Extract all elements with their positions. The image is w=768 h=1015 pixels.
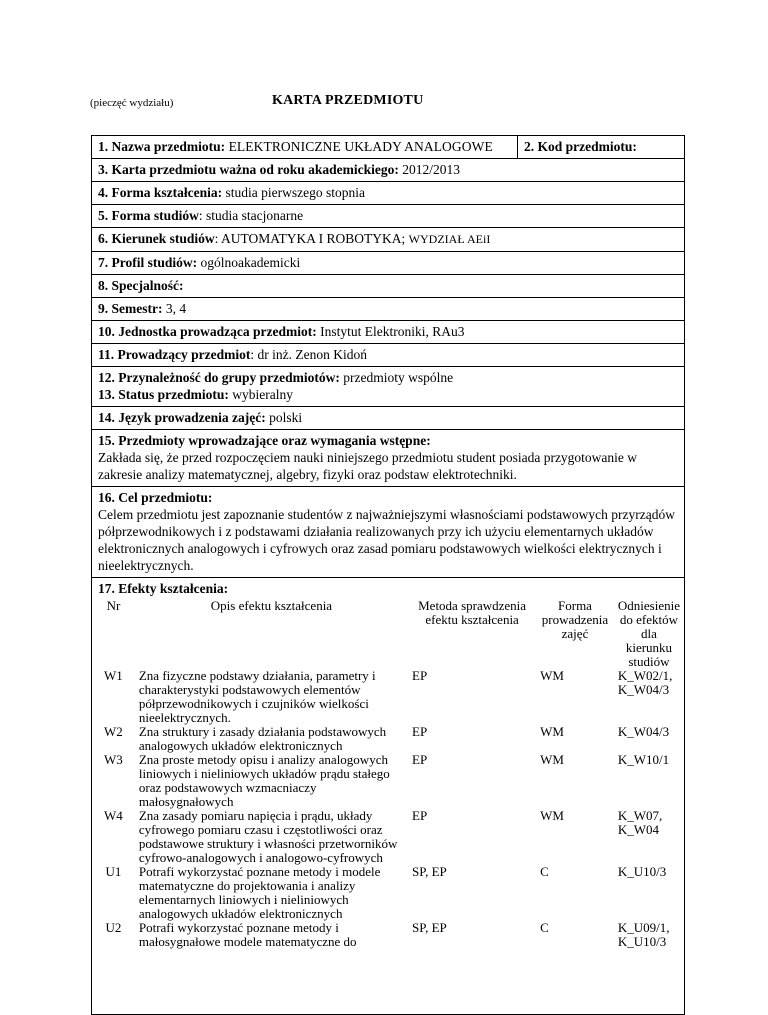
row-nr: W4 xyxy=(104,808,123,823)
study-form-value: : studia stacjonarne xyxy=(198,208,304,223)
row-goal xyxy=(91,487,685,578)
row-description: Potrafi wykorzystać poznane metody i modele matematyczne do projektowania i analizy elementarnych liniowych i nieliniowych analogowych układów elektronicznych xyxy=(138,864,381,921)
row-field-of-study xyxy=(91,228,685,252)
row-form: WM xyxy=(540,808,564,823)
group-value: przedmioty wspólne xyxy=(339,370,454,385)
row-nr: U2 xyxy=(105,920,122,935)
academic-year-value: 2012/2013 xyxy=(398,162,461,177)
row-reference: K_U09/1, K_U10/3 xyxy=(617,920,670,949)
effects-label: 17. Efekty kształcenia: xyxy=(98,581,229,596)
row-description: Zna zasady pomiaru napięcia i prądu, układy cyfrowego pomiaru czasu i częstotliwości oraz podstawowe struktury i własności przetworników cyfrowo-analogowych i analogowo-cyfrowych xyxy=(138,808,398,865)
row-form: WM xyxy=(540,752,564,767)
prerequisites-text: Zakłada się, że przed rozpoczęciem nauki niniejszego przedmiotu student posiada przygotowanie w zakresie analizy matematycznej, algebry, fizyki oraz podstaw elektrotechniki. xyxy=(98,450,638,482)
group-label: 12. Przynależność do grupy przedmiotów: xyxy=(98,370,340,385)
col-form: Forma prowadzenia zajęć xyxy=(541,598,609,641)
table-row xyxy=(92,865,684,921)
prerequisites-label: 15. Przedmioty wprowadzające oraz wymagania wstępne: xyxy=(98,433,431,448)
row-semester xyxy=(91,298,685,321)
language-value: polski xyxy=(265,410,303,425)
semester-value: 3, 4 xyxy=(162,301,187,316)
academic-year-label: 3. Karta przedmiotu ważna od roku akademickiego: xyxy=(98,162,399,177)
row-language xyxy=(91,407,685,430)
status-value: wybieralny xyxy=(228,387,293,402)
education-form-label: 4. Forma kształcenia: xyxy=(98,185,223,200)
row-form: C xyxy=(540,864,549,879)
table-row xyxy=(92,921,684,949)
table-row xyxy=(92,669,684,725)
row-form: WM xyxy=(540,724,564,739)
row-description: Zna struktury i zasady działania podstawowych analogowych układów elektronicznych xyxy=(138,724,387,753)
table-row xyxy=(92,725,684,753)
row-description: Zna fizyczne podstawy działania, parametry i charakterystyki podstawowych elementów półprzewodnikowych i czujników wielkości nieelektrycznych. xyxy=(138,668,376,725)
faculty-value: WYDZIAŁ AEiI xyxy=(408,232,491,246)
row-reference: K_W04/3 xyxy=(617,724,670,739)
course-code-label: 2. Kod przedmiotu: xyxy=(524,139,637,154)
unit-label: 10. Jednostka prowadząca przedmiot: xyxy=(98,324,317,339)
goal-text: Celem przedmiotu jest zapoznanie studentów z najważniejszymi własnościami podstawowych przyrządów półprzewodnikowych i z podstawami działania realizowanych przy ich użyciu elementarnych układów elektronicznych analogowych i cyfrowych oraz zasad pomiaru podstawowych wielkości elektrycznych i nieelektrycznych. xyxy=(98,507,675,573)
semester-label: 9. Semestr: xyxy=(98,301,163,316)
field-of-study-label: 6. Kierunek studiów xyxy=(98,231,215,246)
page-title: KARTA PRZEDMIOTU xyxy=(272,93,424,108)
row-reference: K_U10/3 xyxy=(617,864,667,879)
col-nr: Nr xyxy=(106,598,121,613)
goal-label: 16. Cel przedmiotu: xyxy=(98,490,213,505)
row-nr: U1 xyxy=(105,864,122,879)
specialty-label: 8. Specjalność: xyxy=(98,278,184,293)
row-specialty xyxy=(91,275,685,298)
row-nr: W2 xyxy=(104,724,123,739)
effects-header-row xyxy=(92,599,684,669)
effects-section xyxy=(91,578,685,1015)
table-row xyxy=(92,809,684,865)
table-row xyxy=(92,753,684,809)
col-description: Opis efektu kształcenia xyxy=(210,598,333,613)
row-method: SP, EP xyxy=(412,864,447,879)
col-method: Metoda sprawdzenia efektu kształcenia xyxy=(418,598,527,627)
row-course-name xyxy=(91,135,685,159)
row-description: Potrafi wykorzystać poznane metody i małosygnałowe modele matematyczne do xyxy=(138,920,357,949)
lecturer-value: : dr inż. Zenon Kidoń xyxy=(250,347,367,362)
row-method: EP xyxy=(412,752,428,767)
row-nr: W3 xyxy=(104,752,123,767)
row-description: Zna proste metody opisu i analizy analogowych liniowych i nieliniowych układów prądu stałego oraz podstawowych wzmacniaczy małosygnałowych xyxy=(138,752,390,809)
row-education-form xyxy=(91,182,685,205)
col-reference: Odniesienie do efektów dla kierunku studiów xyxy=(617,598,680,669)
row-method: EP xyxy=(412,724,428,739)
course-card xyxy=(91,135,685,1015)
row-method: EP xyxy=(412,808,428,823)
effects-table xyxy=(92,599,684,949)
row-method: SP, EP xyxy=(412,920,447,935)
row-form: C xyxy=(540,920,549,935)
row-reference: K_W02/1, K_W04/3 xyxy=(617,668,673,697)
row-prerequisites xyxy=(91,430,685,487)
stamp-placeholder: (pieczęć wydziału) xyxy=(90,97,174,109)
row-method: EP xyxy=(412,668,428,683)
education-form-value: studia pierwszego stopnia xyxy=(222,185,365,200)
row-group-status xyxy=(91,367,685,407)
study-profile-label: 7. Profil studiów: xyxy=(98,255,198,270)
language-label: 14. Język prowadzenia zajęć: xyxy=(98,410,266,425)
row-study-profile xyxy=(91,252,685,275)
status-label: 13. Status przedmiotu: xyxy=(98,387,229,402)
row-academic-year xyxy=(91,159,685,182)
unit-value: Instytut Elektroniki, RAu3 xyxy=(316,324,465,339)
row-reference: K_W07, K_W04 xyxy=(617,808,663,837)
lecturer-label: 11. Prowadzący przedmiot xyxy=(98,347,251,362)
row-unit xyxy=(91,321,685,344)
course-name-label: 1. Nazwa przedmiotu: xyxy=(98,139,226,154)
study-profile-value: ogólnoakademicki xyxy=(197,255,301,270)
row-reference: K_W10/1 xyxy=(617,752,670,767)
study-form-label: 5. Forma studiów xyxy=(98,208,199,223)
field-of-study-value: : AUTOMATYKA I ROBOTYKA; xyxy=(214,231,409,246)
row-lecturer xyxy=(91,344,685,367)
row-nr: W1 xyxy=(104,668,123,683)
row-form: WM xyxy=(540,668,564,683)
row-study-form xyxy=(91,205,685,228)
course-name-value: ELEKTRONICZNE UKŁADY ANALOGOWE xyxy=(225,139,493,154)
